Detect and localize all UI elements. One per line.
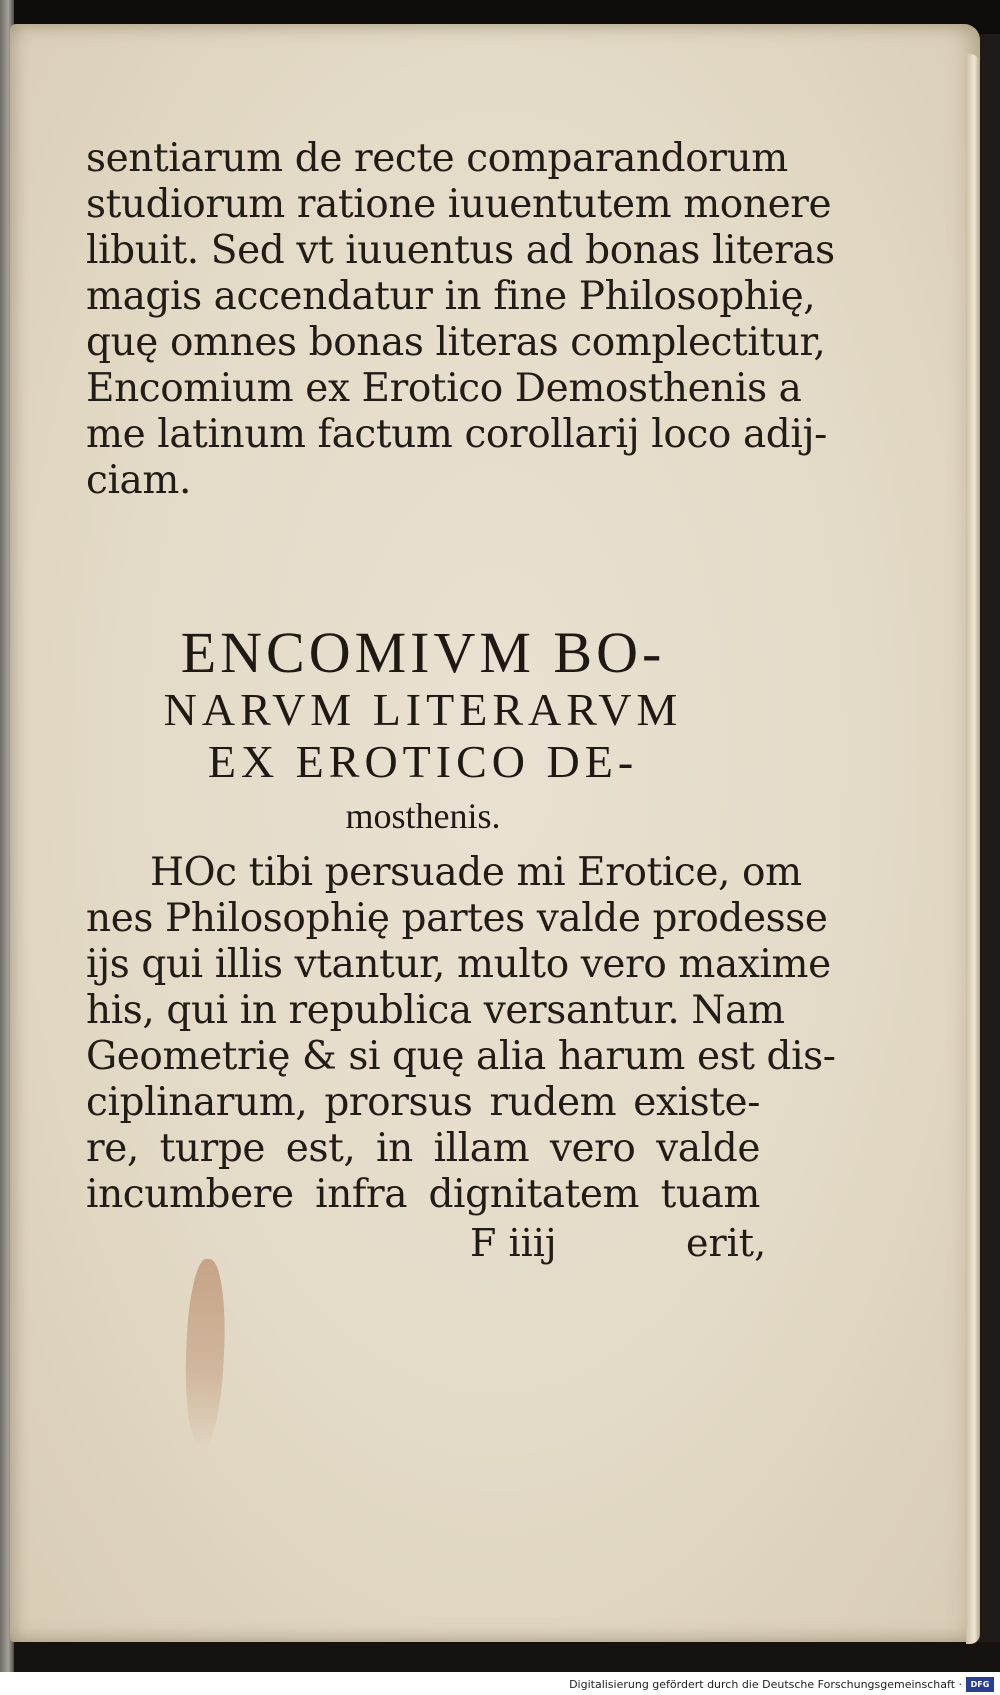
- heading-line: NARVM LITERARVM: [163, 684, 683, 735]
- text-line: incumbere infra dignitatem tuam: [86, 1172, 760, 1217]
- heading-line: EX EROTICO DE-: [207, 736, 639, 787]
- text-line: sentiarum de recte comparandorum: [86, 136, 788, 181]
- text-line: Encomium ex Erotico Demosthenis a: [86, 366, 802, 411]
- text-line: libuit. Sed vt iuuentus ad bonas literas: [86, 228, 835, 273]
- text-line: me latinum factum corollarij loco adij-: [86, 412, 827, 457]
- digitization-credit: Digitalisierung gefördert durch die Deutsche Forschungsgemeinschaft ·: [569, 1678, 962, 1691]
- text-line: quę omnes bonas literas complectitur,: [86, 320, 826, 365]
- page-fore-edge: [966, 54, 980, 1644]
- text-line: ciplinarum, prorsus rudem existe-: [86, 1080, 760, 1125]
- text-line: ciam.: [86, 458, 191, 503]
- catchword: erit,: [686, 1221, 767, 1265]
- text-line: re, turpe est, in illam vero valde: [86, 1126, 760, 1171]
- page-stain: [181, 1258, 229, 1450]
- text-line: HOc tibi persuade mi Erotice, om: [150, 850, 802, 895]
- text-line: studiorum ratione iuuentutem monere: [86, 182, 832, 227]
- scan-bottom-band: [14, 1642, 1000, 1672]
- text-line: ijs qui illis vtantur, multo vero maxime: [86, 942, 831, 987]
- dfg-logo: DFG: [966, 1677, 994, 1692]
- heading-line: ENCOMIVM BO-: [180, 620, 666, 685]
- text-line: nes Philosophię partes valde prodesse: [86, 896, 828, 941]
- text-line: magis accendatur in fine Philosophię,: [86, 274, 816, 319]
- text-line: his, qui in republica versantur. Nam: [86, 988, 785, 1033]
- heading-line: mosthenis.: [345, 796, 501, 836]
- signature-mark: F iiij: [470, 1221, 557, 1265]
- text-line: Geometrię & si quę alia harum est dis-: [86, 1034, 836, 1079]
